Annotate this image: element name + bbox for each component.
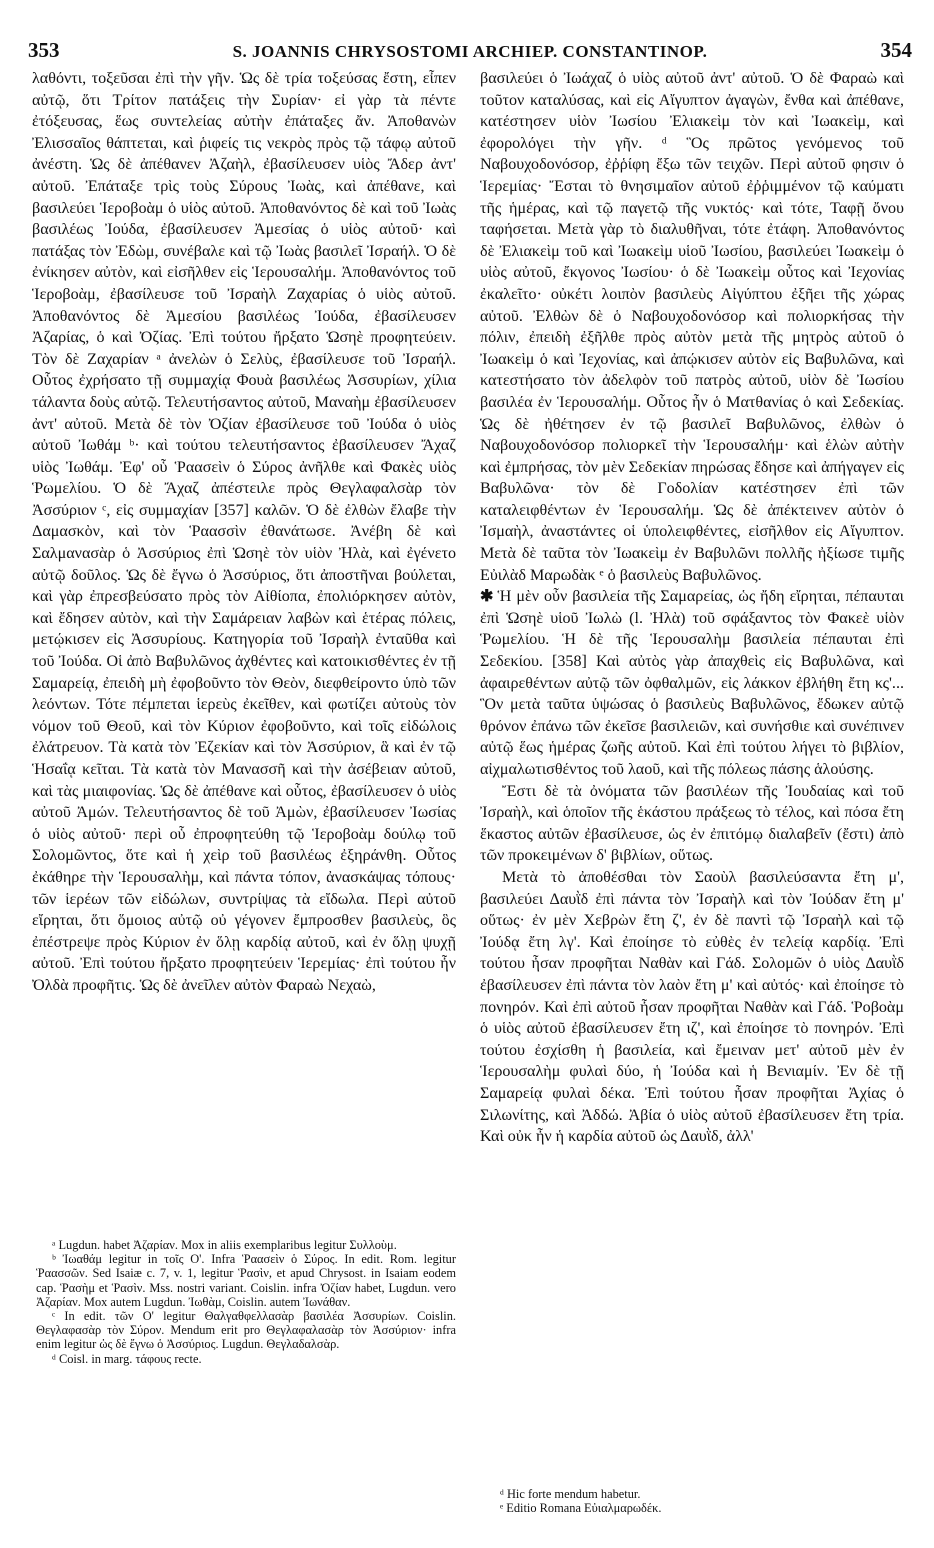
page-number-right: 354 (880, 38, 912, 62)
right-paragraph-2 (480, 586, 904, 780)
footnote-d-right: ᵈ Hic forte mendum habetur. (500, 1487, 641, 1501)
right-paragraph-3: Ἔστι δὲ τὰ ὀνόματα τῶν βασιλέων τῆς Ἰουδαίας καὶ τοῦ Ἰσραὴλ, καὶ ὁποῖον τῆς ἑκάστου πράξεως τὸ τέλος, καὶ πόσα ἔτη ἕκαστος αὐτῶν ἐβασίλευσε, ὡς ἐν ἐπιτόμῳ διαλαβεῖν (ἔστι) ἀπὸ τῶν προκειμένων δ' βιβλίων, οὕτως. (480, 782, 904, 865)
page-header (28, 38, 912, 64)
right-text-column (480, 68, 904, 1148)
footnote-e: ᵉ Editio Romana Εὐιαλμαρωδέκ. (500, 1501, 662, 1516)
right-paragraph-2-text: Ἡ μὲν οὖν βασιλεία τῆς Σαμαρείας, ὡς ἤδη εἴρηται, πέπαυται ἐπὶ Ὡσηὲ υἱοῦ Ἰωλὼ (l. Ἠλὰ) τοῦ σφάξαντος τὸν Φακεὲ υἱὸν Ῥωμελίου. Ἡ δὲ τῆς Ἱερουσαλὴμ βασιλεία πέπαυται ἐπὶ Σεδεκίου. [358] Καὶ αὐτὸς γὰρ ἀπαχθεὶς εἰς Βαβυλῶνα, καὶ ἀφαιρεθέντων αὐτῷ τῶν ὀφθαλμῶν, εἰς λάκκον ἐβλήθη ἔτη κς'... Ὃν μετὰ ταῦτα ὑψώσας ὁ βασιλεὺς Βαβυλῶνος, ἔδωκεν αὐτῷ θρόνον ἐπάνω τῶν ἐκεῖσε βασιλειῶν, καὶ συνήσθιε καὶ συνέπινεν αὐτῷ ἕως ἡμέρας ζωῆς αὐτοῦ. Καὶ ἐπὶ τούτου λήγει τὸ βιβλίον, αἰχμαλωτισθέντος τοῦ λαοῦ, καὶ τῆς πόλεως πάσης ἁλούσης. (480, 588, 904, 778)
running-title: S. JOANNIS CHRYSOSTOMI ARCHIEP. CONSTANTINOP. (232, 42, 708, 61)
footnote-d: ᵈ Coisl. in marg. τάφους recte. (52, 1351, 202, 1366)
left-text-column (32, 68, 456, 997)
left-footnotes (36, 1238, 456, 1366)
footnote-c: ᶜ In edit. τῶν Ο' legitur Θαλγαθφελλασὰρ βασιλέα Ἀσσυρίων. Coislin. Θεγλαφασὰρ τὸν Σύρον. Mendum erit pro Θεγλαφαλασὰρ τὸν Ἀσσύριον· infra enim legitur ὡς δὲ ἔγνω ὁ Ἀσσύριος. Lugdun. Θεγλαδαλσὰρ. (36, 1309, 456, 1352)
right-footnotes (484, 1487, 894, 1515)
footnote-b: ᵇ Ἰωαθάμ legitur in τοῖς Ο'. Infra Ῥαασεὶν ὁ Σύρος. In edit. Rom. legitur Ῥαασσῶν. Sed Isaiæ c. 7, v. 1, legitur Ῥασὶν, et apud Chrysost. in Isaiam eodem cap. Ῥασὴμ et Ῥασὶν. Mss. nostri variant. Coislin. infra Ὀζίαν habet, Lugdun. vero Ἀζαρίαν. Mox autem Lugdun. Ἰωθὰμ, Coislin. autem Ἰωνάθαν. (36, 1252, 456, 1309)
page-number-left: 353 (28, 38, 60, 62)
right-paragraph-1: βασιλεύει ὁ Ἰωάχαζ ὁ υἱὸς αὐτοῦ ἀντ' αὐτοῦ. Ὁ δὲ Φαραὼ καὶ τοῦτον καταλύσας, καὶ εἰς Αἴγυπτον ἀγαγὼν, ἔνθα καὶ ἀπέθανε, κατέστησεν υἱὸν Ἰωσίου Ἐλιακεὶμ τὸν καὶ Ἰωακεὶμ, καὶ ἐφορολόγει τὴν γῆν. ᵈ Ὃς πρῶτος γενόμενος τοῦ Ναβουχοδονόσορ, ἐῤῥίφη ἔξω τῶν τειχῶν. Περὶ αὐτοῦ φησιν ὁ Ἱερεμίας· Ἔσται τὸ θνησιμαῖον αὐτοῦ ἐῤῥιμμένον τῷ καύματι τῆς ἡμέρας, καὶ τῷ παγετῷ τῆς νυκτός· καὶ τότε, Ταφῇ ὄνου ταφήσεται. Μετὰ γὰρ τὸ διαλυθῆναι, τότε ἐτάφη. Ἀποθανόντος δὲ Ἐλιακεὶμ τοῦ καὶ Ἰωακεὶμ υἱοῦ Ἰωσίου, βασιλεύει Ἰωακεὶμ ὁ υἱὸς αὐτοῦ, ἔκγονος Ἰωσίου· ὁ δὲ Ἰωακεὶμ οὗτος καὶ Ἰεχονίας ἐκαλεῖτο· οὐκέτι λοιπὸν βασιλεὺς Αἰγύπτου ἐξῆει τῆς χώρας αὐτοῦ. Ἐλθὼν δὲ ὁ Ναβουχοδονόσορ καὶ πολιορκήσας τὴν πόλιν, ἐπειδὴ ἐξῆλθε πρὸς αὐτὸν μετὰ τῆς μητρὸς αὐτοῦ ὁ Ἰωακεὶμ ὁ καὶ Ἰεχονίας, καὶ ἀπῴκισεν αὐτὸν εἰς Βαβυλῶνα, καὶ κατεστήσατο τὸν ἀδελφὸν τοῦ πατρὸς αὐτοῦ, υἱὸν δὲ Ἰωσίου βασιλέα ἐν Ἱερουσαλήμ. Οὗτος ἦν ὁ Ματθανίας ὁ καὶ Σεδεκίας. Ὡς δὲ ἠθέτησεν ἐν τῷ βασιλεῖ Βαβυλῶνος, ἐλθὼν ὁ Ναβουχοδονόσορ πολιορκεῖ τὴν Ἱερουσαλήμ· καὶ ἑλὼν αὐτὴν καὶ ἐμπρήσας, τὸν μὲν Σεδεκίαν πηρώσας ἔδησε καὶ ἀπήγαγεν εἰς Βαβυλῶνα· τὸν δὲ Γοδολίαν κατέστησεν ἐπὶ τῶν καταλειφθέντων ἐν Ἱερουσαλήμ. Ὡς δὲ ἀπέκτεινεν αὐτὸν ὁ Ἰσμαὴλ, ἀναστάντες οἱ ὑπολειφθέντες, εἰσῆλθον εἰς Αἴγυπτον. Μετὰ δὲ ταῦτα τὸν Ἰωακεὶμ ἐν Βαβυλῶνι πολλῆς ἠξίωσε τιμῆς Εὐιλὰδ Μαρωδὰκ ᵉ ὁ βασιλεὺς Βαβυλῶνος. (480, 70, 904, 584)
star-marker: ✱ (480, 588, 494, 606)
right-paragraph-4: Μετὰ τὸ ἀποθέσθαι τὸν Σαοὺλ βασιλεύσαντα ἔτη μ', βασιλεύει Δαυῒδ ἐπὶ πάντα τὸν Ἰσραὴλ καὶ τὸν Ἰούδαν ἔτη μ' οὕτως· ἐν μὲν Χεβρὼν ἔτη ζ', ἐν δὲ παντὶ τῷ Ἰσραὴλ καὶ τῷ Ἰούδᾳ ἔτη λγ'. Καὶ ἐποίησε τὸ εὐθὲς ἐν τελείᾳ καρδίᾳ. Ἐπὶ τούτου ἦσαν προφῆται Ναθὰν καὶ Γάδ. Σολομῶν ὁ υἱὸς Δαυῒδ ἐβασίλευσεν ἐπὶ πάντα τὸν λαὸν ἔτη μ' καὶ αὐτός· καὶ ἐποίησε τὸ πονηρόν. Καὶ ἐπὶ αὐτοῦ ἦσαν προφῆται Ναθὰν καὶ Γάδ. Ῥοβοὰμ ὁ υἱὸς αὐτοῦ ἐβασίλευσεν ἔτη ιζ', καὶ ἐποίησε τὸ πονηρόν. Ἐπὶ τούτου ἐσχίσθη ἡ βασιλεία, καὶ ἔμειναν μετ' αὐτοῦ μὲν ἐν Ἱερουσαλὴμ φυλαὶ δύο, ἡ Ἰούδα καὶ ἡ Βενιαμίν. Ἐν δὲ τῇ Σαμαρείᾳ φυλαὶ δέκα. Ἐπὶ τούτου ἦσαν προφῆται Ἀχίας ὁ Σιλωνίτης, καὶ Ἀδδώ. Ἀβία ὁ υἱὸς αὐτοῦ ἐβασίλευσεν ἔτη τρία. Καὶ οὐκ ἦν ἡ καρδία αὐτοῦ ὡς Δαυῒδ, ἀλλ' (480, 868, 904, 1146)
footnote-a: ᵃ Lugdun. habet Ἀζαρίαν. Mox in aliis exemplaribus legitur Συλλοὺμ. (52, 1238, 397, 1252)
left-paragraph: λαθόντι, τοξεῦσαι ἐπὶ τὴν γῆν. Ὡς δὲ τρία τοξεύσας ἔστη, εἶπεν αὐτῷ, ὅτι Τρίτον πατάξεις τὴν Συρίαν· εἰ γὰρ τὰ πέντε ἐτόξευσας, ἕως συντελείας αὐτὴν ἐπάταξες ἄν. Ἀποθανὼν Ἐλισσαῖος θάπτεται, καὶ ῥιφείς τις νεκρὸς πρὸς τῷ τάφῳ αὐτοῦ ἀνέστη. Ὡς δὲ ἀπέθανεν Ἀζαὴλ, ἐβασίλευσεν υἱὸς Ἄδερ ἀντ' αὐτοῦ. Ἐπάταξε τρὶς τοὺς Σύρους Ἰωὰς, καὶ ἀπέθανε, καὶ βασιλεύει Ἱεροβοὰμ ὁ υἱὸς αὐτοῦ. Ἀποθανόντος δὲ καὶ τοῦ Ἰωὰς βασιλέως Ἰούδα, ἐβασίλευσεν Ἀμεσίας ὁ υἱὸς αὐτοῦ· καὶ πατάξας τὸν Ἐδὼμ, συνέβαλε καὶ τῷ Ἰωὰς βασιλεῖ Ἰσραήλ. Ὁ δὲ ἐνίκησεν αὐτὸν, καὶ εἰσῆλθεν εἰς Ἱερουσαλήμ. Ἀποθανόντος τοῦ Ἱεροβοὰμ, ἐβασίλευσε τοῦ Ἰσραὴλ Ζαχαρίας ὁ υἱὸς αὐτοῦ. Ἀποθανόντος δὲ Ἀμεσίου βασιλέως Ἰούδα, ἐβασίλευσεν Ἀζαρίας, ὁ καὶ Ὀζίας. Ἐπὶ τούτου ἤρξατο Ὡσηὲ προφητεύειν. Τὸν δὲ Ζαχαρίαν ᵃ ἀνελὼν ὁ Σελὺς, ἐβασίλευσε τοῦ Ἰσραήλ. Οὗτος ἐχρήσατο τῇ συμμαχίᾳ Φουὰ βασιλέως Ἀσσυρίων, χίλια τάλαντα δοὺς αὐτῷ. Τελευτήσαντος αὐτοῦ, Μαναὴμ ἐβασίλευσεν ἀντ' αὐτοῦ. Μετὰ δὲ τὸν Ὀζίαν ἐβασίλευσε τοῦ Ἰούδα ὁ υἱὸς αὐτοῦ Ἰωθάμ ᵇ· καὶ τούτου τελευτήσαντος ἐβασίλευσεν Ἄχαζ υἱὸς Ἰωθάμ. Ἐφ' οὗ Ῥαασεὶν ὁ Σύρος ἀνῆλθε καὶ Φακὲς υἱὸς Ῥωμελίου. Ὁ δὲ Ἄχαζ ἀπέστειλε πρὸς Θεγλαφαλσὰρ τὸν Ἀσσύριον ᶜ, εἰς συμμαχίαν [357] καλῶν. Ὁ δὲ ἐλθὼν ἔλαβε τὴν Δαμασκὸν, καὶ τὸν Ῥαασσὶν ἐθανάτωσε. Ἀνέβη δὲ καὶ Σαλμανασὰρ ὁ Ἀσσύριος ἐπὶ Ὡσηὲ τὸν υἱὸν Ἠλὰ, καὶ ἐγένετο αὐτῷ δοῦλος. Ὡς δὲ ἔγνω ὁ Ἀσσύριος, ὅτι ἀποστῆναι βούλεται, καὶ γὰρ ἐπρεσβεύσατο πρὸς τὸν Αἰθίοπα, ἐπολιόρκησεν αὐτὸν, καὶ ἔδησεν αὐτὸν, καὶ τὴν Σαμάρειαν λαβὼν καὶ ἑτέρας πόλεις, μετῴκισεν εἰς Ἀσσυρίους. Κατηγορία τοῦ Ἰσραὴλ ἐνταῦθα καὶ τοῦ Ἰούδα. Οἱ ἀπὸ Βαβυλῶνος ἀχθέντες καὶ κατοικισθέντες ἐν τῇ Σαμαρείᾳ, ἐπειδὴ μὴ ἐφοβοῦντο τὸν Θεὸν, διεφθείροντο ὑπὸ τῶν λεόντων. Τότε πέμπεται ἱερεὺς ἐκεῖθεν, καὶ φωτίζει αὐτοὺς τὸν νόμον τοῦ Θεοῦ, καὶ τὸν Κύριον ἐφοβοῦντο, καὶ τοῖς εἰδώλοις ἐλάτρευον. Τὰ κατὰ τὸν Ἐζεκίαν καὶ τὸν Ἀσσύριον, ἃ καὶ ἐν τῷ Ἡσαΐᾳ κεῖται. Τὰ κατὰ τὸν Μανασσῆ καὶ τὴν ἀσέβειαν αὐτοῦ, καὶ τὰς μιαιφονίας. Ὡς δὲ ἀπέθανε καὶ οὗτος, ἐβασίλευσεν ὁ υἱὸς αὐτοῦ Ἀμών. Τελευτήσαντος δὲ τοῦ Ἀμὼν, ἐβασίλευσεν Ἰωσίας ὁ υἱὸς αὐτοῦ· περὶ οὗ ἐπροφητεύθη τῷ Ἱεροβοὰμ δούλῳ τοῦ Σολομῶντος, ὅτε καὶ ἡ χεὶρ τοῦ βασιλέως ἐξηράνθη. Οὗτος ἐκάθηρε τὴν Ἱερουσαλὴμ, καὶ πάντα τόπον, ἀνασκάψας τόπους· τῶν ἱερέων τῶν εἰδώλων, συντρίψας τὰ εἴδωλα. Περὶ αὐτοῦ εἴρηται, ὅτι ὅμοιος αὐτῷ οὐ γέγονεν ἔμπροσθεν βασιλεὺς, ὃς ἐπέστρεψε πρὸς Κύριον ἐν ὅλῃ καρδίᾳ αὐτοῦ, καὶ ἐν ὅλῃ ψυχῇ αὐτοῦ. Ἐπὶ τούτου ἤρξατο προφητεύειν Ἱερεμίας· ἐπὶ τούτου ἦν Ὀλδὰ προφῆτις. Ὡς δὲ ἀνεῖλεν αὐτὸν Φαραὼ Νεχαὼ, (32, 70, 456, 994)
